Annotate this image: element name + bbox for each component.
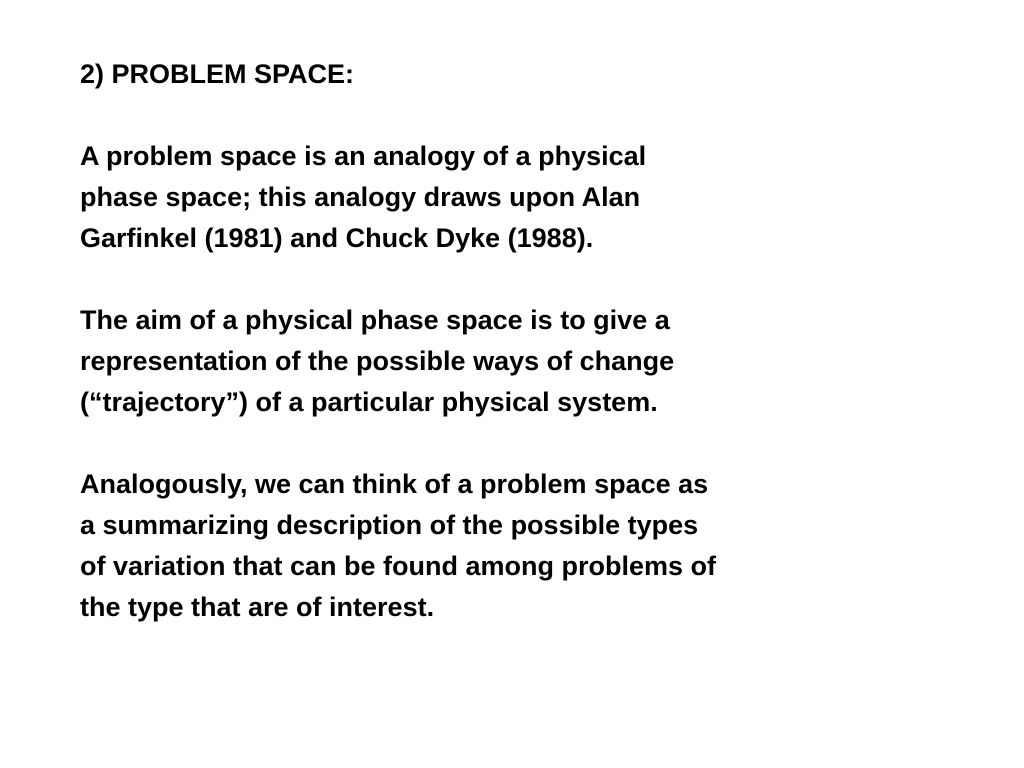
paragraph-line: A problem space is an analogy of a physical xyxy=(80,141,647,171)
paragraph-line: the type that are of interest. xyxy=(80,592,435,622)
paragraph-line: a summarizing description of the possible types xyxy=(80,510,699,540)
paragraph-definition xyxy=(80,136,960,259)
paragraph-line: Garfinkel (1981) and Chuck Dyke (1988). xyxy=(80,223,594,253)
paragraph-phase-space-aim xyxy=(80,300,960,423)
paragraph-line: (“trajectory”) of a particular physical system. xyxy=(80,387,658,417)
slide-content xyxy=(80,54,960,628)
paragraph-line: phase space; this analogy draws upon Alan xyxy=(80,182,641,212)
paragraph-line: The aim of a physical phase space is to give a xyxy=(80,305,670,335)
paragraph-analogy xyxy=(80,464,960,628)
paragraph-line: Analogously, we can think of a problem space as xyxy=(80,469,709,499)
slide-heading: 2) PROBLEM SPACE: xyxy=(80,59,355,89)
paragraph-line: of variation that can be found among problems of xyxy=(80,551,717,581)
paragraph-line: representation of the possible ways of change xyxy=(80,346,675,376)
